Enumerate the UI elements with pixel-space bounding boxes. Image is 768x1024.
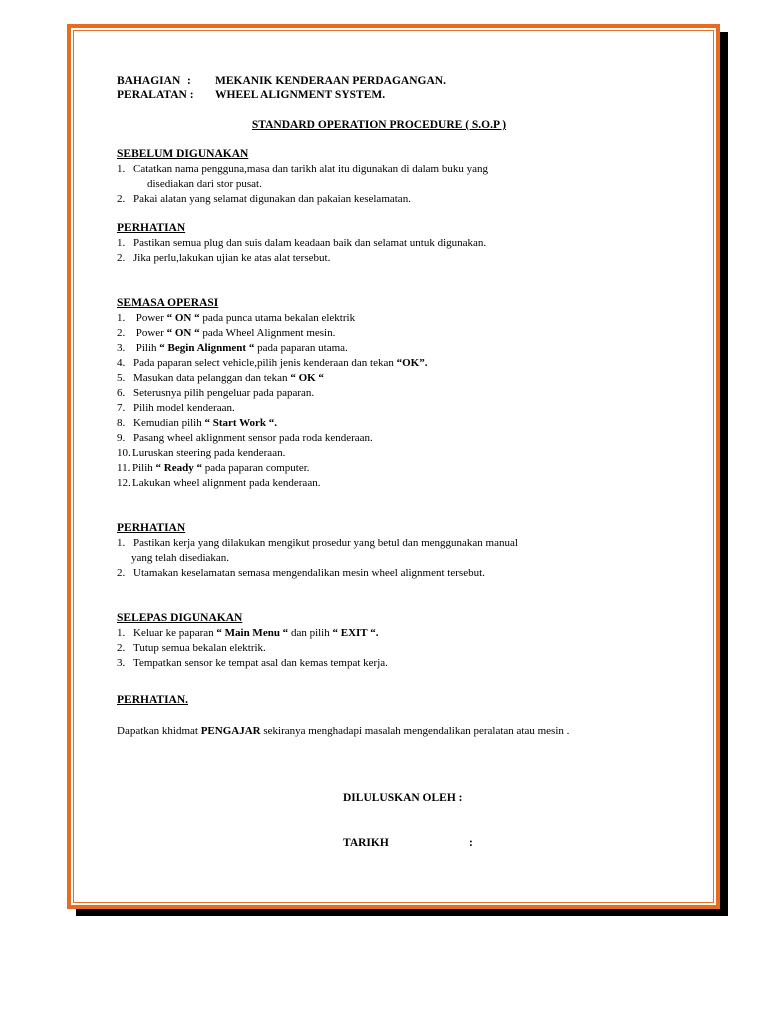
item-continuation: disediakan dari stor pusat. [147,178,262,190]
item-bold-segment: “OK”. [396,357,428,369]
item-text-segment: Pilih model kenderaan. [133,402,235,414]
item-number: 1. [117,537,126,549]
item-text-segment: pada paparan computer. [202,462,310,474]
item-text: Jika perlu,lakukan ujian ke atas alat tersebut. [133,252,331,264]
list-item [117,461,677,476]
list-item [117,626,677,641]
list-item [117,656,677,671]
item-number: 5. [117,372,126,384]
item-number: 1. [117,237,126,249]
item-text [131,326,335,341]
item-bold-segment: “ Begin Alignment “ [159,342,255,354]
section-heading: SELEPAS DIGUNAKAN [117,612,243,624]
item-number: 3. [117,342,126,354]
item-number: 9. [117,432,126,444]
list-item [117,536,677,551]
item-number: 2. [117,567,126,579]
item-number: 7. [117,402,126,414]
list-item [117,251,677,266]
list-item [117,401,677,416]
date-row [117,836,677,851]
item-text-segment: Tempatkan sensor ke tempat asal dan kemas tempat kerja. [133,657,388,669]
section-perhatian-3 [117,693,677,739]
item-text-segment: Seterusnya pilih pengeluar pada paparan. [133,387,315,399]
item-number: 3. [117,657,126,669]
item-text-segment: Pilih [132,462,156,474]
section-heading: SEMASA OPERASI [117,297,219,309]
item-number: 2. [117,642,126,654]
peralatan-label: PERALATAN : [117,89,194,101]
item-text [131,416,277,431]
contact-note [117,724,677,739]
list-item [117,356,677,371]
item-text [131,431,373,446]
note-text: sekiranya menghadapi masalah mengendalikan peralatan atau mesin . [260,725,570,737]
item-text [132,476,320,491]
item-number: 1. [117,312,126,324]
item-text-segment: Power [133,327,167,339]
item-text [132,446,285,461]
bahagian-label: BAHAGIAN [117,75,181,87]
note-text: Dapatkan khidmat [117,725,201,737]
bahagian-row [117,74,677,88]
list-item [117,341,677,356]
item-text-segment: Kemudian pilih [133,417,205,429]
item-number: 6. [117,387,126,399]
item-bold-segment: “ ON “ [166,327,200,339]
item-text: Pastikan semua plug dan suis dalam keadaan baik dan selamat untuk digunakan. [133,237,487,249]
item-bold-segment: “ OK “ [290,372,324,384]
document-body [117,74,677,851]
item-text-segment: pada punca utama bekalan elektrik [199,312,356,324]
page-border [67,24,720,909]
section-selepas [117,611,677,671]
item-text [131,386,314,401]
item-bold-segment: “ EXIT “. [332,627,379,639]
item-number: 2. [117,327,126,339]
item-text-segment: Masukan data pelanggan dan tekan [133,372,291,384]
bahagian-value: MEKANIK KENDERAAN PERDAGANGAN. [215,75,446,87]
section-heading: PERHATIAN. [117,694,189,706]
semasa-list [117,311,677,491]
item-text-segment: pada Wheel Alignment mesin. [199,327,336,339]
item-text: Utamakan keselamatan semasa mengendalikan mesin wheel alignment tersebut. [133,567,485,579]
item-text [131,371,324,386]
item-number: 12. [117,477,131,489]
bahagian-colon: : [187,75,191,87]
item-number: 10. [117,447,131,459]
item-bold-segment: “ Ready “ [155,462,202,474]
list-item [117,416,677,431]
item-number: 2. [117,252,126,264]
item-number: 4. [117,357,126,369]
item-text-segment: Pilih [133,342,160,354]
list-item [117,641,677,656]
item-text-segment: Tutup semua bekalan elektrik. [133,642,266,654]
section-sebelum [117,147,677,207]
list-item [117,446,677,461]
item-bold-segment: “ Start Work “. [204,417,278,429]
list-item [117,236,677,251]
document-title: STANDARD OPERATION PROCEDURE ( S.O.P ) [251,119,507,131]
item-text [131,626,378,641]
section-heading: PERHATIAN [117,522,186,534]
date-colon: : [469,837,473,849]
item-number: 8. [117,417,126,429]
section-perhatian-1 [117,221,677,266]
item-continuation: yang telah disediakan. [131,552,230,564]
item-text: Catatkan nama pengguna,masa dan tarikh alat itu digunakan di dalam buku yang [133,163,488,175]
item-number: 2. [117,193,126,205]
list-item [117,476,677,491]
item-text-segment: dan pilih [288,627,333,639]
item-text: Pakai alatan yang selamat digunakan dan pakaian keselamatan. [133,193,411,205]
item-text [131,341,348,356]
item-text [131,356,427,371]
item-text-segment: Keluar ke paparan [133,627,217,639]
section-perhatian-2 [117,521,677,581]
item-bold-segment: “ Main Menu “ [216,627,289,639]
list-item [117,326,677,341]
peralatan-value: WHEEL ALIGNMENT SYSTEM. [215,89,386,101]
list-item [117,162,677,177]
item-number: 11. [117,462,131,474]
list-item [117,386,677,401]
selepas-list [117,626,677,671]
list-item [117,192,677,207]
item-text: Pastikan kerja yang dilakukan mengikut prosedur yang betul dan menggunakan manual [133,537,518,549]
list-item [117,371,677,386]
peralatan-row [117,88,677,102]
item-text [131,401,235,416]
section-heading: PERHATIAN [117,222,186,234]
item-text [132,461,310,476]
list-item [117,311,677,326]
item-text-segment: Power [133,312,167,324]
item-text-segment: Pasang wheel aklignment sensor pada roda kenderaan. [133,432,373,444]
item-text [131,311,355,326]
item-text-segment: Lakukan wheel alignment pada kenderaan. [132,477,321,489]
item-text-segment: pada paparan utama. [254,342,348,354]
item-text-segment: Pada paparan select vehicle,pilih jenis kenderaan dan tekan [133,357,397,369]
item-text [131,641,266,656]
item-bold-segment: “ ON “ [166,312,200,324]
item-text [131,656,388,671]
item-number: 1. [117,627,126,639]
note-bold: PENGAJAR [200,725,261,737]
item-number: 1. [117,163,126,175]
item-text-segment: Luruskan steering pada kenderaan. [132,447,286,459]
list-item [117,431,677,446]
section-heading: SEBELUM DIGUNAKAN [117,148,249,160]
list-item [117,566,677,581]
date-label: TARIKH [343,837,389,849]
section-semasa [117,296,677,491]
approved-by-label: DILULUSKAN OLEH : [343,792,463,804]
